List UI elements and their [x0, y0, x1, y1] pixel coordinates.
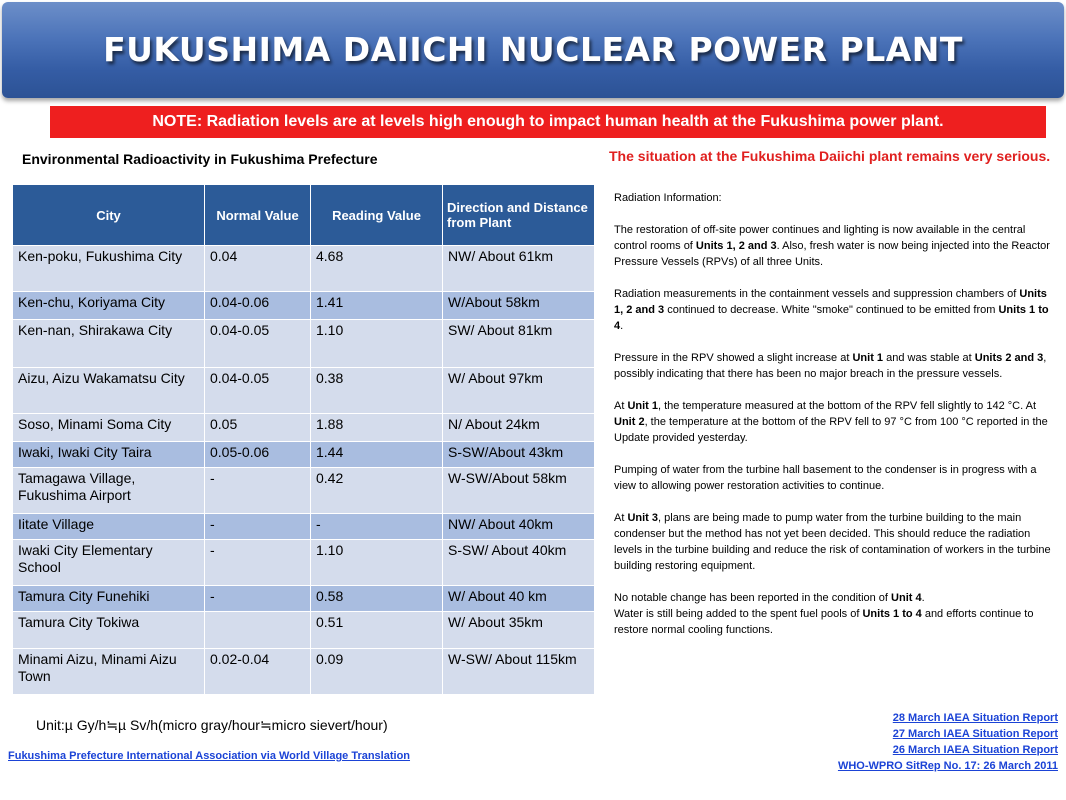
source-link[interactable]: Fukushima Prefecture International Association via World Village Translation [8, 750, 411, 762]
info-paragraph: Pressure in the RPV showed a slight increase at Unit 1 and was stable at Units 2 and 3, possibly indicating that there has been no major breach in the pressure vessels. [614, 352, 1047, 380]
cell-direction: W/ About 40 km [443, 586, 595, 612]
cell-city: Iitate Village [13, 514, 205, 540]
radiation-table [12, 184, 595, 695]
cell-city: Soso, Minami Soma City [13, 414, 205, 442]
page-title: FUKUSHIMA DAIICHI NUCLEAR POWER PLANT [103, 30, 963, 69]
cell-normal: 0.05 [205, 414, 311, 442]
situation-text: The situation at the Fukushima Daiichi plant remains very serious. [609, 148, 1051, 164]
cell-direction: W-SW/ About 115km [443, 649, 595, 695]
info-paragraph: Water is still being added to the spent fuel pools of Units 1 to 4 and efforts continue to restore normal cooling functions. [614, 608, 1034, 636]
cell-city: Iwaki City Elementary School [13, 540, 205, 586]
cell-reading: 0.09 [311, 649, 443, 695]
cell-reading: 1.10 [311, 320, 443, 368]
cell-reading: 1.88 [311, 414, 443, 442]
cell-city: Ken-chu, Koriyama City [13, 292, 205, 320]
cell-normal: 0.04 [205, 246, 311, 292]
table-row [13, 368, 595, 414]
table-row [13, 540, 595, 586]
cell-normal: - [205, 540, 311, 586]
cell-normal: 0.05-0.06 [205, 442, 311, 468]
report-link-who-sitrep[interactable]: WHO-WPRO SitRep No. 17: 26 March 2011 [837, 760, 1058, 772]
cell-direction: W/About 58km [443, 292, 595, 320]
cell-reading: 0.51 [311, 612, 443, 649]
cell-direction: S-SW/ About 40km [443, 540, 595, 586]
column-header-normal: Normal Value [205, 185, 311, 246]
table-row [13, 612, 595, 649]
cell-city: Tamura City Tokiwa [13, 612, 205, 649]
info-paragraph: At Unit 3, plans are being made to pump water from the turbine building to the main condenser but the method has not yet been decided. This should reduce the radiation levels in the turbine building and reduce the risk of contamination of workers in the turbine building restoring equipment. [614, 512, 1051, 572]
cell-city: Ken-poku, Fukushima City [13, 246, 205, 292]
cell-reading: 1.44 [311, 442, 443, 468]
report-link-27-march[interactable]: 27 March IAEA Situation Report [892, 728, 1058, 740]
cell-city: Aizu, Aizu Wakamatsu City [13, 368, 205, 414]
cell-reading: 0.58 [311, 586, 443, 612]
cell-reading: 0.38 [311, 368, 443, 414]
cell-normal: 0.04-0.06 [205, 292, 311, 320]
cell-normal: - [205, 586, 311, 612]
cell-city: Iwaki, Iwaki City Taira [13, 442, 205, 468]
info-paragraph: Radiation measurements in the containment vessels and suppression chambers of Units 1, 2 and 3 continued to decrease. White "smoke" continued to be emitted from Units 1 to 4. [614, 288, 1049, 332]
table-row [13, 414, 595, 442]
table-row [13, 514, 595, 540]
cell-direction: W-SW/About 58km [443, 468, 595, 514]
cell-city: Minami Aizu, Minami Aizu Town [13, 649, 205, 695]
unit-note: Unit:µ Gy/h≒µ Sv/h(micro gray/hour≒micro sievert/hour) [36, 717, 388, 733]
report-links [838, 710, 1058, 774]
column-header-city: City [13, 185, 205, 246]
cell-city: Ken-nan, Shirakawa City [13, 320, 205, 368]
table-row [13, 292, 595, 320]
info-paragraph: No notable change has been reported in the condition of Unit 4. [614, 592, 925, 604]
cell-direction: S-SW/About 43km [443, 442, 595, 468]
info-paragraph: At Unit 1, the temperature measured at the bottom of the RPV fell slightly to 142 °C. At Unit 2, the temperature at the bottom of the RPV fell to 97 °C from 100 °C reported in the Update provided yesterday. [614, 400, 1048, 444]
cell-direction: NW/ About 40km [443, 514, 595, 540]
cell-direction: NW/ About 61km [443, 246, 595, 292]
cell-reading: - [311, 514, 443, 540]
table-row [13, 586, 595, 612]
warning-note: NOTE: Radiation levels are at levels high enough to impact human health at the Fukushima power plant. [50, 106, 1046, 138]
table-row [13, 468, 595, 514]
info-heading: Radiation Information: [614, 192, 722, 204]
radiation-information [614, 190, 1056, 638]
cell-reading: 1.41 [311, 292, 443, 320]
cell-direction: N/ About 24km [443, 414, 595, 442]
cell-direction: W/ About 97km [443, 368, 595, 414]
table-row [13, 442, 595, 468]
table-row [13, 246, 595, 292]
column-header-direction: Direction and Distance from Plant [443, 185, 595, 246]
cell-reading: 1.10 [311, 540, 443, 586]
cell-normal: 0.04-0.05 [205, 320, 311, 368]
cell-normal: 0.04-0.05 [205, 368, 311, 414]
column-header-reading: Reading Value [311, 185, 443, 246]
info-paragraph: Pumping of water from the turbine hall basement to the condenser is in progress with a view to allowing power restoration activities to continue. [614, 464, 1037, 492]
cell-direction: SW/ About 81km [443, 320, 595, 368]
cell-reading: 4.68 [311, 246, 443, 292]
report-link-28-march[interactable]: 28 March IAEA Situation Report [892, 712, 1058, 724]
table-row [13, 649, 595, 695]
cell-normal [205, 612, 311, 649]
cell-city: Tamura City Funehiki [13, 586, 205, 612]
environment-title: Environmental Radioactivity in Fukushima Prefecture [22, 151, 378, 167]
table-header-row [13, 185, 595, 246]
info-paragraph: The restoration of off-site power continues and lighting is now available in the central control rooms of Units 1, 2 and 3. Also, fresh water is now being injected into the Reactor Pressure Vessels (RPVs) of all three Units. [614, 224, 1050, 268]
table-row [13, 320, 595, 368]
cell-city: Tamagawa Village, Fukushima Airport [13, 468, 205, 514]
cell-reading: 0.42 [311, 468, 443, 514]
report-link-26-march[interactable]: 26 March IAEA Situation Report [892, 744, 1058, 756]
cell-direction: W/ About 35km [443, 612, 595, 649]
cell-normal: - [205, 514, 311, 540]
cell-normal: - [205, 468, 311, 514]
cell-normal: 0.02-0.04 [205, 649, 311, 695]
